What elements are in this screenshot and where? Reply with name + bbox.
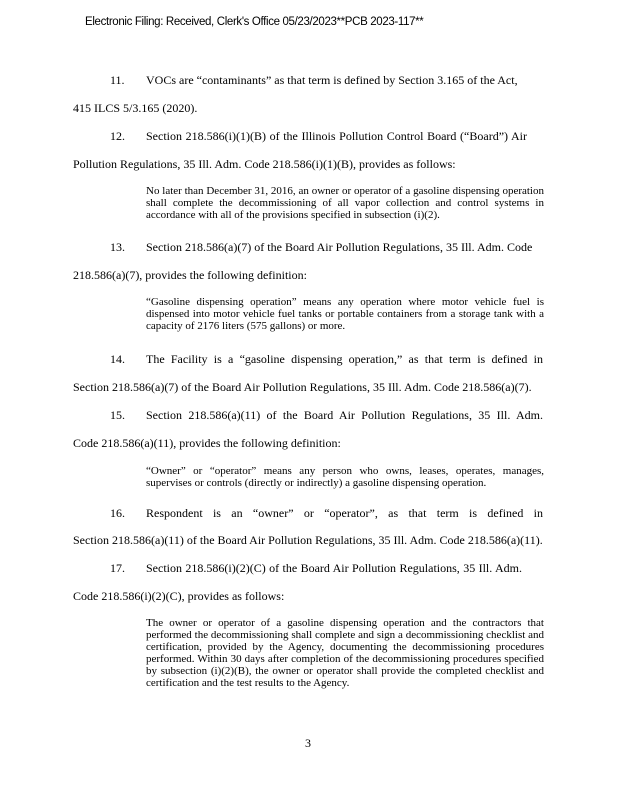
block-quote: “Gasoline dispensing operation” means any operation where motor vehicle fuel is dispensed into motor vehicle fuel tanks or portable containers from a storage tank with a capacity of 2176 liters (575 gallons) or more. [146,296,544,332]
paragraph-text: Section 218.586(i)(1)(B) of the Illinois Pollution Control Board (“Board”) Air [146,129,527,143]
page-number: 3 [305,736,311,750]
paragraph-number: 16. [110,506,125,520]
paragraph-number: 11. [110,73,125,87]
paragraph-text: Section 218.586(a)(11) of the Board Air Pollution Regulations, 35 Ill. Adm. [146,408,543,422]
paragraph-text: Section 218.586(a)(11) of the Board Air Pollution Regulations, 35 Ill. Adm. Code 218.586(a)(11). [73,533,543,547]
filing-header: Electronic Filing: Received, Clerk's Office 05/23/2023**PCB 2023-117** [85,16,424,28]
paragraph-text: Respondent is an “owner” or “operator”, as that term is defined in [146,506,543,520]
paragraph-text: Code 218.586(a)(11), provides the following definition: [73,436,341,450]
paragraph-text: Section 218.586(a)(7) of the Board Air Pollution Regulations, 35 Ill. Adm. Code [146,240,533,254]
paragraph-text: Pollution Regulations, 35 Ill. Adm. Code 218.586(i)(1)(B), provides as follows: [73,157,456,171]
paragraph-text: Code 218.586(i)(2)(C), provides as follows: [73,589,285,603]
paragraph-number: 17. [110,561,125,575]
block-quote: No later than December 31, 2016, an owner or operator of a gasoline dispensing operation shall complete the decommissioning of all vapor collection and control systems in accordance with all of the provisions specified in subsection (i)(2). [146,185,544,221]
block-quote: “Owner” or “operator” means any person who owns, leases, operates, manages, supervises or controls (directly or indirectly) a gasoline dispensing operation. [146,465,544,489]
paragraph-text: Section 218.586(a)(7) of the Board Air Pollution Regulations, 35 Ill. Adm. Code 218.586(a)(7). [73,380,532,394]
paragraph-number: 15. [110,408,125,422]
paragraph-text: Section 218.586(i)(2)(C) of the Board Air Pollution Regulations, 35 Ill. Adm. [146,561,522,575]
paragraph-text: 218.586(a)(7), provides the following definition: [73,268,307,282]
paragraph-text: 415 ILCS 5/3.165 (2020). [73,101,198,115]
paragraph-number: 13. [110,240,125,254]
paragraph-number: 14. [110,352,125,366]
block-quote: The owner or operator of a gasoline dispensing operation and the contractors that performed the decommissioning shall complete and sign a decommissioning checklist and certification, provided by the Agency, documenting the decommissioning procedures performed. Within 30 days after completion of the decommissioning procedures specified by subsection (i)(2)(B), the owner or operator shall provide the completed checklist and certification and the test results to the Agency. [146,617,544,689]
paragraph-number: 12. [110,129,125,143]
paragraph-text: VOCs are “contaminants” as that term is defined by Section 3.165 of the Act, [146,73,518,87]
paragraph-text: The Facility is a “gasoline dispensing operation,” as that term is defined in [146,352,543,366]
